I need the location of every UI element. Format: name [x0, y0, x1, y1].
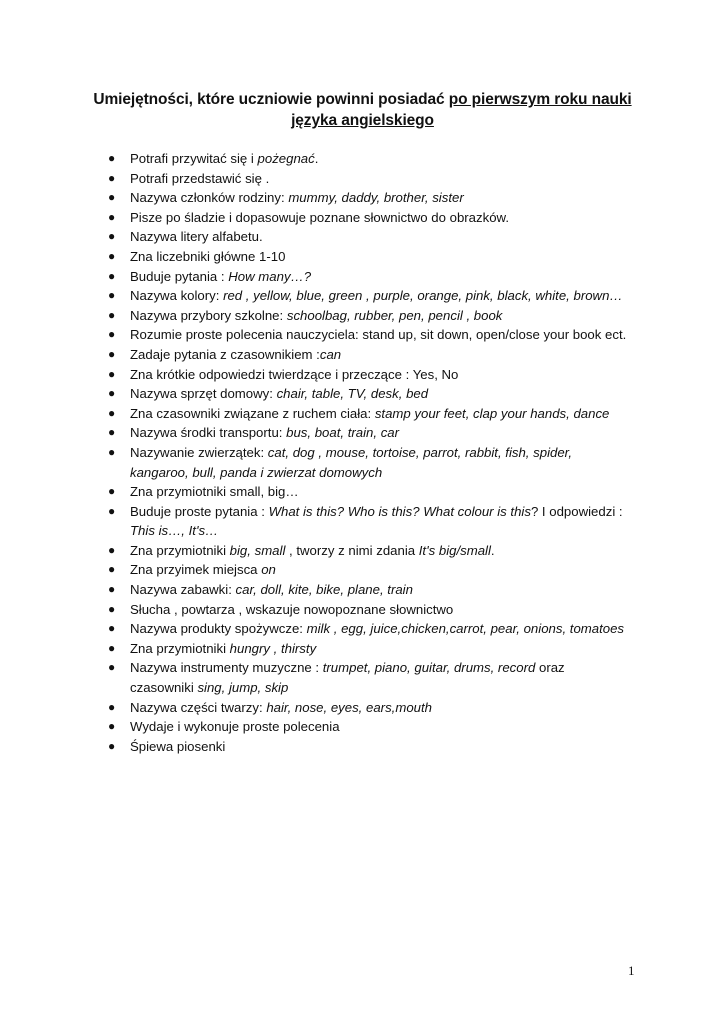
item-text: Zna przymiotniki [130, 542, 230, 558]
item-text-italic: How many…? [228, 268, 312, 284]
item-text: Zna krótkie odpowiedzi twierdzące i przeczące : Yes, No [130, 366, 459, 382]
item-text-italic: red , yellow, blue, green , purple, orange, pink, black, white, brown… [223, 288, 623, 304]
bullet-icon: ● [108, 346, 116, 361]
title-line1-underlined: po pierwszym roku nauki [448, 91, 632, 108]
item-text-italic: bus, boat, train, car [286, 425, 400, 441]
item-text: Nazywa produkty spożywcze: [130, 621, 307, 637]
list-item [0, 560, 725, 580]
item-text: Nazywa kolory: [130, 288, 224, 304]
item-text: czasowniki [130, 680, 198, 696]
bullet-icon: ● [108, 229, 116, 244]
bullet-icon: ● [108, 327, 116, 342]
item-text: Nazywa zabawki: [130, 582, 236, 598]
item-text: Nazywa części twarzy: [130, 699, 267, 715]
list-item [0, 482, 725, 502]
list-item [0, 717, 725, 737]
bullet-icon: ● [108, 170, 116, 185]
item-text-italic: hungry , thirsty [229, 640, 317, 656]
item-text: Śpiewa piosenki [130, 738, 226, 754]
item-text-italic: mummy, daddy, brother, sister [288, 190, 464, 206]
bullet-icon: ● [108, 719, 116, 734]
bullet-icon: ● [108, 503, 116, 518]
list-item [0, 267, 725, 287]
bullet-icon: ● [108, 738, 116, 753]
item-text-italic: cat, dog , mouse, tortoise, parrot, rabbit, fish, spider, [267, 444, 572, 460]
item-text-italic: It's big/small [418, 542, 491, 558]
item-text: Zna czasowniki związane z ruchem ciała: [130, 405, 375, 421]
item-text: Potrafi przedstawić się . [130, 170, 270, 186]
item-text-italic: hair, nose, eyes, ears,mouth [266, 699, 432, 715]
list-item [0, 325, 725, 345]
item-text-italic: sing, jump, skip [197, 680, 289, 696]
list-item [0, 188, 725, 208]
item-text: Potrafi przywitać się i [130, 151, 258, 166]
item-text-italic: chair, table, TV, desk, bed [276, 386, 429, 402]
item-text: Zadaje pytania z czasownikiem : [130, 346, 320, 362]
list-item [0, 737, 725, 757]
list-item [0, 658, 725, 697]
item-text-italic: big, small [229, 542, 286, 558]
item-text: Zna przyimek miejsca [130, 562, 262, 578]
bullet-icon: ● [108, 484, 116, 499]
item-text: Nazywa sprzęt domowy: [130, 386, 277, 402]
list-item [0, 208, 725, 228]
list-item [0, 384, 725, 404]
item-text-italic: milk , egg, juice,chicken,carrot, pear, onions, tomatoes [306, 621, 625, 637]
item-text-italic: This is…, It's… [130, 523, 219, 539]
bullet-icon: ● [108, 268, 116, 283]
item-text: Nazywa środki transportu: [130, 425, 287, 441]
bullet-icon: ● [108, 660, 116, 675]
item-text-italic: car, doll, kite, bike, plane, train [235, 582, 413, 598]
list-item [0, 423, 725, 443]
item-text: Nazywa instrumenty muzyczne : [130, 660, 323, 676]
item-text-italic: on [261, 562, 276, 578]
bullet-icon: ● [108, 386, 116, 401]
item-text-italic: pożegnać [257, 151, 315, 166]
bullet-icon: ● [108, 562, 116, 577]
bullet-icon: ● [108, 601, 116, 616]
bullet-icon: ● [108, 699, 116, 714]
bullet-icon: ● [108, 190, 116, 205]
item-text-italic: can [319, 346, 342, 362]
bullet-icon: ● [108, 621, 116, 636]
item-text: Pisze po śladzie i dopasowuje poznane słownictwo do obrazków. [130, 209, 509, 225]
bullet-icon: ● [108, 248, 116, 263]
list-item [0, 580, 725, 600]
list-item [0, 306, 725, 326]
bullet-icon: ● [108, 307, 116, 322]
list-item [0, 227, 725, 247]
item-text: oraz [535, 660, 565, 676]
item-text-italic: What is this? Who is this? What colour is this [268, 503, 531, 519]
item-text-italic: schoolbag, rubber, pen, pencil , book [286, 307, 503, 323]
item-text: Zna przymiotniki small, big… [130, 484, 299, 500]
item-text-italic: stamp your feet, clap your hands, dance [374, 405, 610, 421]
list-item [0, 404, 725, 424]
item-text: Buduje proste pytania : [130, 503, 269, 519]
bullet-icon: ● [108, 209, 116, 224]
list-item [0, 286, 725, 306]
bullet-icon: ● [108, 366, 116, 381]
list-item [0, 639, 725, 659]
document-title [60, 89, 665, 131]
item-text: Zna liczebniki główne 1-10 [130, 248, 286, 264]
item-text: . [314, 151, 319, 166]
bullet-icon: ● [108, 151, 116, 165]
item-text: Nazywa członków rodziny: [130, 190, 289, 206]
list-item [0, 345, 725, 365]
item-text: Wydaje i wykonuje proste polecenia [130, 719, 340, 735]
bullet-icon: ● [108, 425, 116, 440]
bullet-icon: ● [108, 444, 116, 459]
item-text-italic: trumpet, piano, guitar, drums, record [322, 660, 536, 676]
bullet-icon: ● [108, 542, 116, 557]
skills-list [0, 149, 725, 756]
bullet-icon: ● [108, 640, 116, 655]
title-line1-plain: Umiejętności, które uczniowie powinni posiadać [93, 91, 449, 108]
item-text: Słucha , powtarza , wskazuje nowopoznane słownictwo [130, 601, 454, 617]
item-text: Zna przymiotniki [130, 640, 230, 656]
item-text: Nazywa litery alfabetu. [130, 229, 263, 245]
item-text: Nazywanie zwierzątek: [130, 444, 268, 460]
list-item [0, 365, 725, 385]
bullet-icon: ● [108, 405, 116, 420]
item-continuation [130, 521, 655, 541]
list-item [0, 600, 725, 620]
title-line2-underlined: języka angielskiego [291, 112, 434, 129]
list-item [0, 443, 725, 482]
item-text: Nazywa przybory szkolne: [130, 307, 287, 323]
bullet-icon: ● [108, 582, 116, 597]
item-text: , tworzy z nimi zdania [285, 542, 419, 558]
item-text: . [490, 542, 495, 558]
bullet-icon: ● [108, 288, 116, 303]
list-item [0, 541, 725, 561]
item-text-italic: kangaroo, bull, panda i zwierzat domowych [130, 464, 383, 480]
item-text: ? I odpowiedzi : [530, 503, 623, 519]
list-item [0, 247, 725, 267]
item-text: Buduje pytania : [130, 268, 229, 284]
list-item [0, 149, 725, 169]
list-item [0, 698, 725, 718]
item-continuation [130, 678, 655, 698]
list-item [0, 619, 725, 639]
item-text: Rozumie proste polecenia nauczyciela: stand up, sit down, open/close your book ect. [130, 327, 627, 343]
item-continuation [130, 463, 655, 483]
list-item [0, 502, 725, 541]
page-number: 1 [628, 963, 635, 978]
list-item [0, 169, 725, 189]
